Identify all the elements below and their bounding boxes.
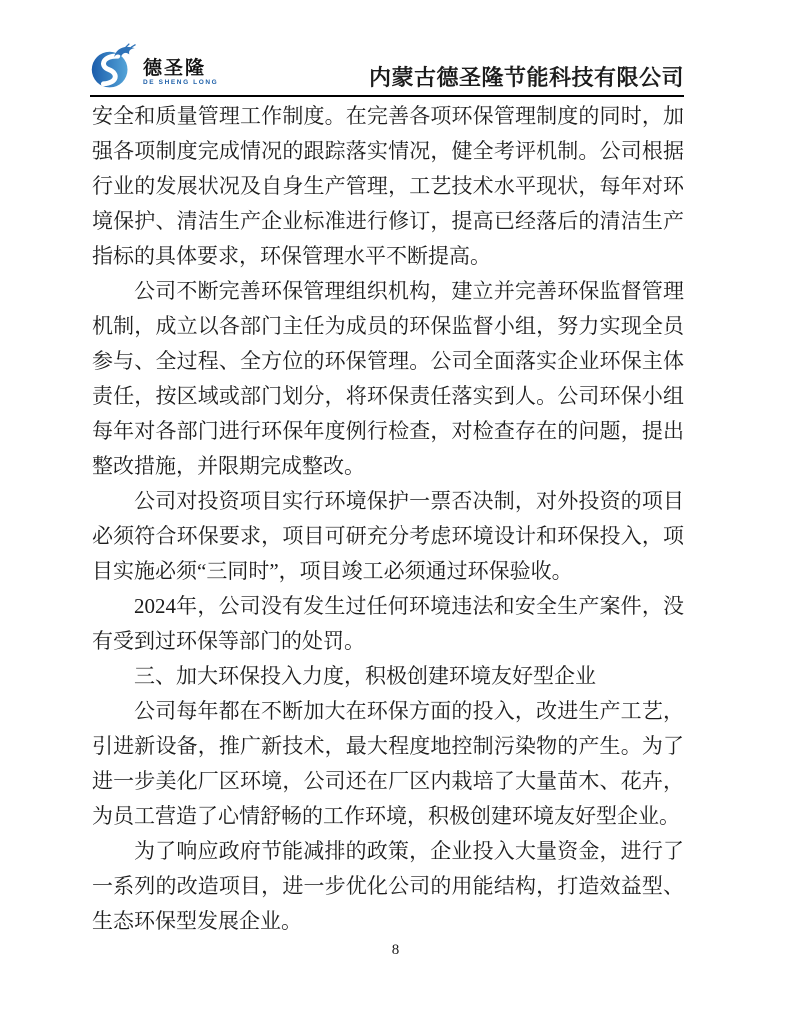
logo-name-cn: 德圣隆 [143, 57, 207, 79]
document-body [92, 99, 684, 939]
company-name: 内蒙古德圣隆节能科技有限公司 [368, 65, 684, 90]
page-header [90, 0, 684, 97]
dragon-s-logo-icon [90, 43, 140, 89]
page-footer [0, 941, 791, 959]
body-paragraph: 安全和质量管理工作制度。在完善各项环保管理制度的同时，加强各项制度完成情况的跟踪落实情况，健全考评机制。公司根据行业的发展状况及自身生产管理，工艺技术水平现状，每年对环境保护、清洁生产企业标准进行修订，提高已经落后的清洁生产指标的具体要求，环保管理水平不断提高。 [92, 104, 684, 268]
body-paragraph: 公司不断完善环保管理组织机构，建立并完善环保监督管理机制，成立以各部门主任为成员的环保监督小组，努力实现全员参与、全过程、全方位的环保管理。公司全面落实企业环保主体责任，按区域或部门划分，将环保责任落实到人。公司环保小组每年对各部门进行环保年度例行检查，对检查存在的问题，提出整改措施，并限期完成整改。 [92, 279, 684, 478]
logo-name-en: DE SHENG LONG [143, 78, 219, 86]
page-number: 8 [391, 942, 400, 958]
logo-text-block [143, 59, 218, 90]
section-heading: 三、加大环保投入力度，积极创建环境友好型企业 [134, 664, 596, 688]
body-paragraph: 2024年，公司没有发生过任何环境违法和安全生产案件，没有受到过环保等部门的处罚。 [92, 594, 684, 653]
body-paragraph: 公司每年都在不断加大在环保方面的投入，改进生产工艺，引进新设备，推广新技术，最大程度地控制污染物的产生。为了进一步美化厂区环境，公司还在厂区内栽培了大量苗木、花卉，为员工营造了心情舒畅的工作环境，积极创建环境友好型企业。 [92, 699, 684, 828]
body-paragraph: 公司对投资项目实行环境保护一票否决制，对外投资的项目必须符合环保要求，项目可研充分考虑环境设计和环保投入，项目实施必须“三同时”，项目竣工必须通过环保验收。 [92, 489, 684, 583]
company-logo [90, 43, 218, 89]
body-paragraph: 为了响应政府节能减排的政策，企业投入大量资金，进行了一系列的改造项目，进一步优化公司的用能结构，打造效益型、生态环保型发展企业。 [92, 839, 684, 933]
